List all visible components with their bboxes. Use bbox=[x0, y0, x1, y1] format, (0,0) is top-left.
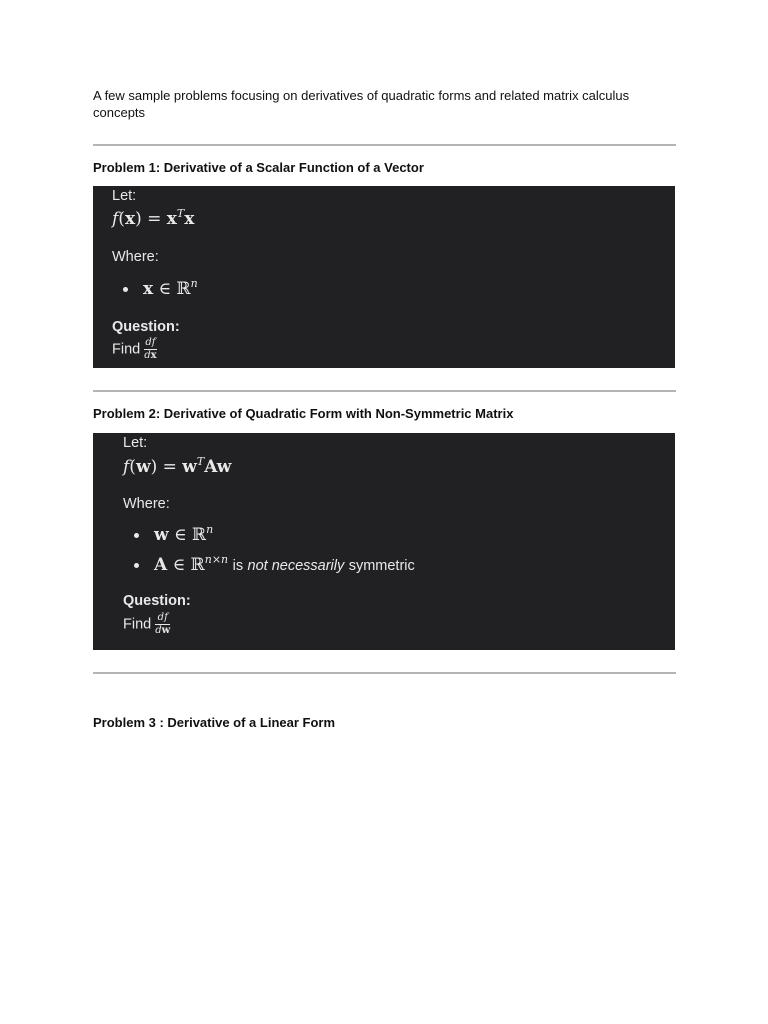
problem-2-title: Problem 2: Derivative of Quadratic Form with Non-Symmetric Matrix bbox=[93, 406, 514, 421]
question-label: Question: bbox=[123, 593, 191, 609]
where-label: Where: bbox=[123, 496, 170, 512]
bullet-dot bbox=[123, 287, 128, 292]
derivative-df-dw: $\frac{df}{dw}$ bbox=[155, 612, 171, 636]
condition-x-in-rn: x ∈ ℝ$^n$ bbox=[143, 277, 198, 299]
let-label: Let: bbox=[123, 435, 148, 451]
problem-3-title: Problem 3 : Derivative of a Linear Form bbox=[93, 715, 336, 730]
equation-f-w: $f(w) = w^TAw$ bbox=[123, 455, 232, 477]
bullet-dot bbox=[134, 533, 139, 538]
question-text bbox=[112, 338, 157, 361]
question-text bbox=[123, 613, 170, 636]
divider bbox=[93, 672, 676, 674]
let-label: Let: bbox=[112, 188, 137, 204]
problem-1-panel bbox=[93, 186, 675, 368]
equation-f-x: $f(x) = x^Tx$ bbox=[112, 207, 195, 229]
where-label: Where: bbox=[112, 249, 159, 265]
condition-a-matrix: A ∈ ℝ$^{n\times n}$ is not necessarily symmetric bbox=[154, 553, 415, 575]
derivative-df-dx: $\frac{df}{dx}$ bbox=[144, 337, 157, 361]
divider bbox=[93, 390, 676, 392]
intro-text: A few sample problems focusing on derivatives of quadratic forms and related matrix calculus concepts bbox=[93, 88, 630, 120]
find-label: Find bbox=[112, 341, 141, 358]
problem-1-title: Problem 1: Derivative of a Scalar Function of a Vector bbox=[93, 160, 424, 175]
bullet-dot bbox=[134, 563, 139, 568]
divider bbox=[93, 144, 676, 146]
problem-2-panel bbox=[93, 433, 675, 650]
find-label: Find bbox=[123, 616, 152, 633]
condition-w-in-rn: w ∈ ℝ$^n$ bbox=[154, 523, 214, 545]
question-label: Question: bbox=[112, 319, 180, 335]
